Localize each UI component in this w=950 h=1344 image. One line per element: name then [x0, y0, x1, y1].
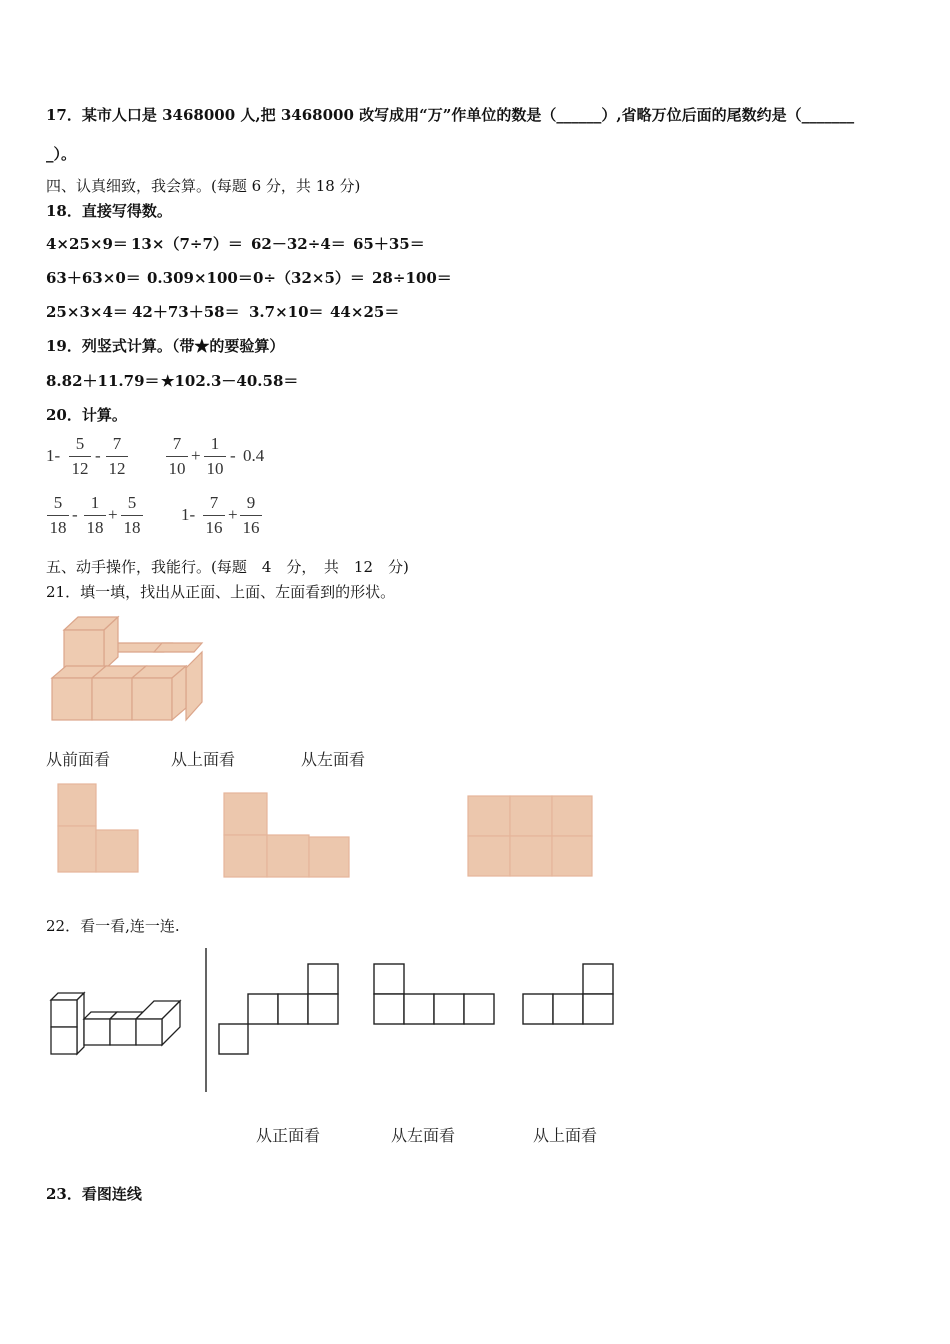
q20-e4-lead: 1- — [181, 505, 196, 524]
q21-label-left: 从左面看 — [301, 750, 366, 769]
cube-stack-3d-figure — [46, 610, 206, 725]
q18-item: 63＋63×0＝ — [46, 269, 141, 287]
view-shape-b[interactable] — [220, 790, 354, 880]
q18-item: 13×（7÷7）＝ — [131, 235, 243, 253]
q18-item: 62－32÷4＝ — [251, 235, 346, 253]
q20-e2-tail: 0.4 — [243, 446, 265, 465]
q18-item: 44×25＝ — [330, 303, 400, 321]
q17-line1: 17．某市人口是 3468000 人,把 3468000 改写成用“万”作单位的数是（______）,省略万位后面的尾数约是（_______ — [46, 106, 855, 124]
operator: - — [95, 446, 101, 465]
operator: - — [230, 446, 236, 465]
q18-item: 25×3×4＝ — [46, 303, 128, 321]
q18-title: 18．直接写得数。 — [46, 202, 172, 220]
fraction: 1 18 — [82, 492, 108, 539]
q19-title: 19．列竖式计算。（带★的要验算） — [46, 337, 285, 355]
q21-label-top: 从上面看 — [171, 750, 236, 769]
wireframe-cubes-3d-figure — [46, 990, 186, 1058]
q20-title: 20．计算。 — [46, 406, 127, 424]
fraction: 9 16 — [238, 492, 264, 539]
view-option-2[interactable] — [369, 960, 499, 1028]
fraction: 7 12 — [104, 433, 130, 480]
fraction: 5 12 — [67, 433, 93, 480]
view-shape-a[interactable] — [54, 780, 144, 878]
fraction: 1 10 — [202, 433, 228, 480]
q17-line2: _）。 — [46, 145, 77, 163]
q22-label-left: 从左面看 — [391, 1126, 456, 1145]
divider-line — [200, 945, 212, 1095]
fraction: 7 16 — [201, 492, 227, 539]
q18-item: 65＋35＝ — [353, 235, 425, 253]
view-shape-c[interactable] — [464, 793, 596, 879]
q18-item: 3.7×10＝ — [249, 303, 324, 321]
q22-title: 22．看一看,连一连. — [46, 917, 180, 935]
section4-heading: 四、认真细致，我会算。(每题 6 分，共 18 分) — [46, 177, 361, 195]
operator: + — [108, 505, 118, 524]
fraction: 5 18 — [119, 492, 145, 539]
q18-item: 0÷（32×5）＝ — [253, 269, 365, 287]
q21-label-front: 从前面看 — [46, 750, 111, 769]
q23-title: 23．看图连线 — [46, 1185, 142, 1203]
q19-item: ★102.3－40.58＝ — [161, 372, 299, 390]
fraction: 7 10 — [164, 433, 190, 480]
q22-label-front: 从正面看 — [256, 1126, 321, 1145]
operator: + — [191, 446, 201, 465]
q18-item: 0.309×100＝ — [147, 269, 253, 287]
q21-title: 21．填一填，找出从正面、上面、左面看到的形状。 — [46, 583, 396, 601]
q22-label-top: 从上面看 — [533, 1126, 598, 1145]
q18-item: 4×25×9＝ — [46, 235, 128, 253]
view-option-3[interactable] — [518, 960, 618, 1028]
q18-item: 42＋73＋58＝ — [132, 303, 240, 321]
fraction: 5 18 — [45, 492, 71, 539]
view-option-1[interactable] — [215, 960, 345, 1058]
q20-e1-lead: 1- — [46, 446, 61, 465]
section5-heading: 五、动手操作，我能行。(每题 4 分， 共 12 分) — [46, 558, 409, 576]
operator: + — [228, 505, 238, 524]
q18-item: 28÷100＝ — [372, 269, 452, 287]
operator: - — [72, 505, 78, 524]
q19-item: 8.82＋11.79＝ — [46, 372, 160, 390]
